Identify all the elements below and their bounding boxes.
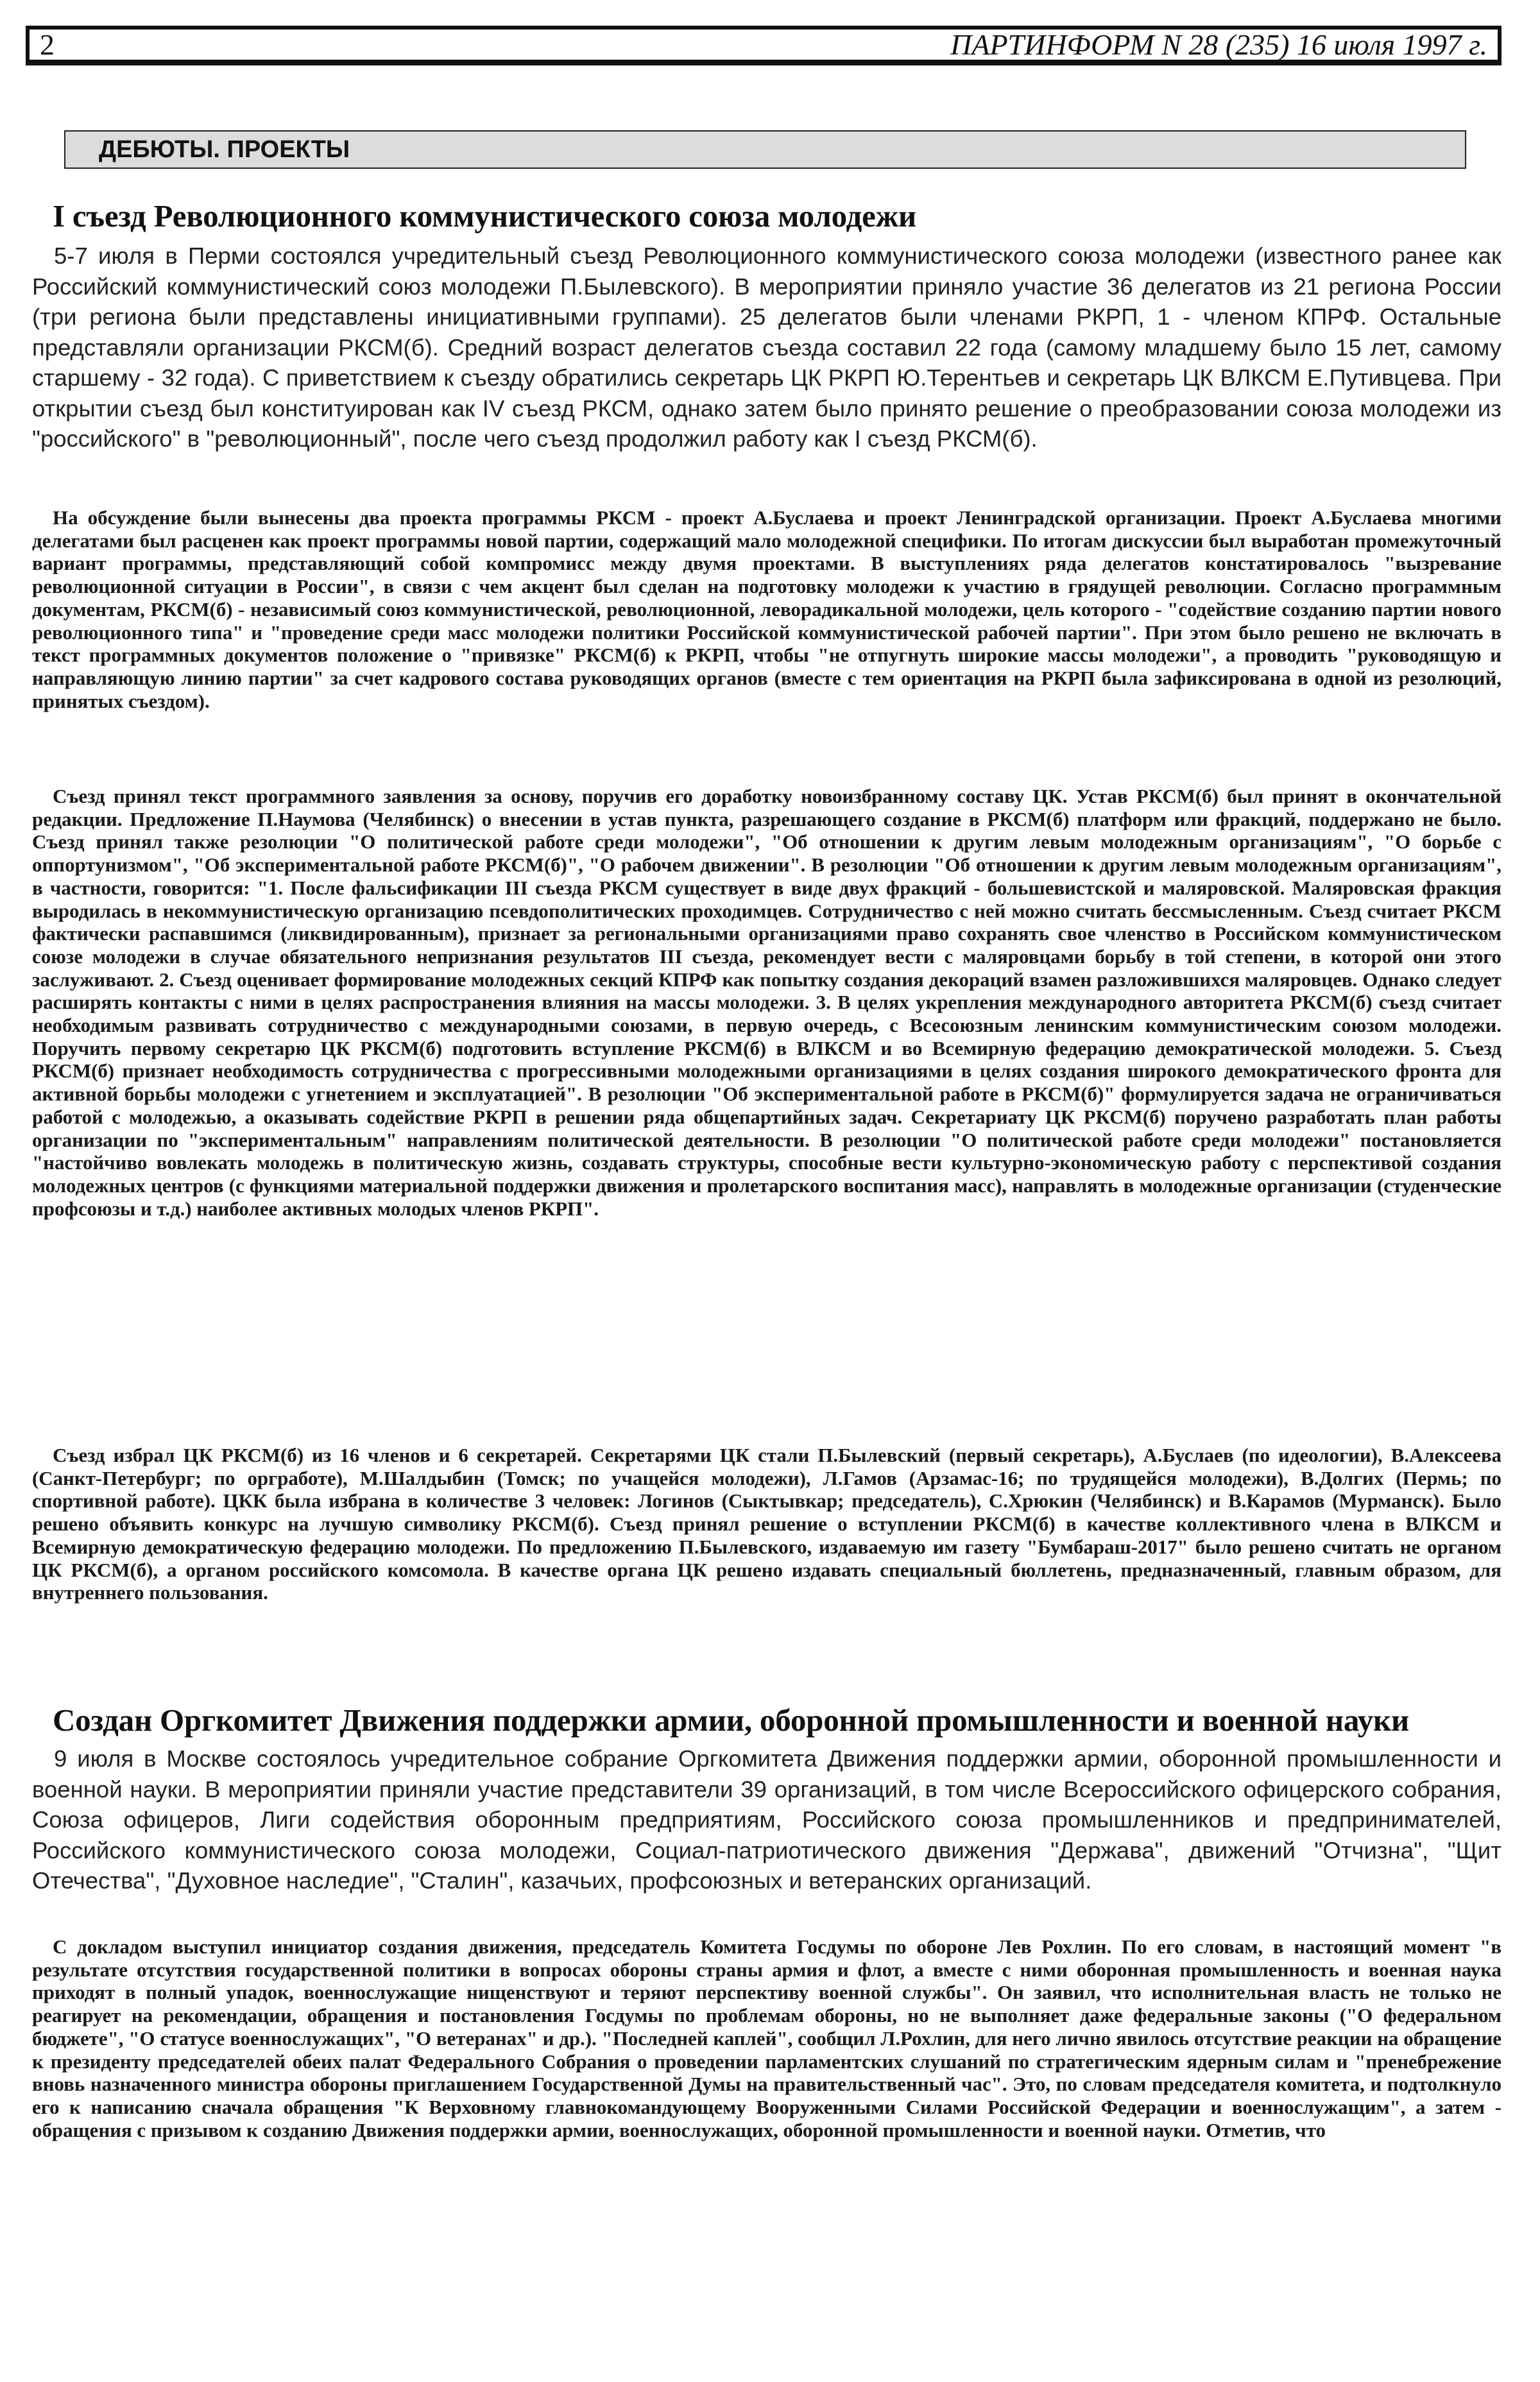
article-paragraph: Съезд избрал ЦК РКСМ(б) из 16 членов и 6 секретарей. Секретарями ЦК стали П.Былевский (первый секретарь), А.Буслаев (по идеологии), В.Алексеева (Санкт-Петербург; по оргработе), М.Шалдыбин (Томск; по учащейся молодежи), Л.Гамов (Арзамас-16; по трудящейся молодежи), В.Долгих (Пермь; по спортивной работе). ЦКК была избрана в количестве 3 человек: Логинов (Сыктывкар; председатель), С.Хрюкин (Челябинск) и В.Карамов (Мурманск). Было решено объявить конкурс на лучшую символику РКСМ(б). Съезд принял решение о вступлении РКСМ(б) в качестве коллективного члена в ВЛКСМ и Всемирную демократическую федерацию молодежи. По предложению П.Былевского, издаваемую им газету "Бумбараш-2017" было решено считать не органом ЦК РКСМ(б), а органом российского комсомола. В качестве органа ЦК решено издавать специальный бюллетень, предназначенный, главным образом, для внутреннего пользования. [32, 1444, 1502, 1604]
article-title: Создан Оргкомитет Движения поддержки армии, оборонной промышленности и военной науки [53, 1702, 1410, 1738]
article-paragraph: С докладом выступил инициатор создания движения, председатель Комитета Госдумы по обороне Лев Рохлин. По его словам, в настоящий момент "в результате отсутствия государственной политики в вопросах обороны страны армия и флот, а вместе с ними оборонная промышленность и военная наука приходят в полный упадок, военнослужащие нищенствуют и теряют перспективу военной службы". Он заявил, что исполнительная власть не только не реагирует на рекомендации, обращения и постановления Госдумы по проблемам обороны, но не выполняет даже федеральные законы ("О федеральном бюджете", "О статусе военнослужащих", "О ветеранах" и др.). "Последней каплей", сообщил Л.Рохлин, для него лично явилось отсутствие реакции на обращение к президенту председателей обеих палат Федерального Собрания о проведении парламентских слушаний по стратегическим ядерным силам и "пренебрежение вновь назначенного министра обороны приглашением Государственной Думы на правительственный час". Это, по словам председателя комитета, и подтолкнуло его к написанию сначала обращения "К Верховному главнокомандующему Вооруженными Силами Российской Федерации и военнослужащим", а затем - обращения с призывом к созданию Движения поддержки армии, военнослужащих, оборонной промышленности и военной науки. Отметив, что [32, 1935, 1502, 2141]
article-paragraph: На обсуждение были вынесены два проекта программы РКСМ - проект А.Буслаева и проект Ленинградской организации. Проект А.Буслаева многими делегатами был расценен как проект программы новой партии, содержащий мало молодежной специфики. По итогам дискуссии был выработан промежуточный вариант программы, представляющий собой компромисс между двумя проектами. В выступлениях ряда делегатов констатировалось "вызревание революционной ситуации в России", в связи с чем акцент был сделан на подготовку молодежи к участию в грядущей революции. Согласно программным документам, РКСМ(б) - независимый союз коммунистической, революционной, леворадикальной молодежи, цель которого - "содействие созданию партии нового революционного типа" и "проведение среди масс молодежи политики Российской коммунистической рабочей партии". При этом было решено не включать в текст программных документов положение о "привязке" РКСМ(б) к РКРП, чтобы "не отпугнуть широкие массы молодежи", а проводить "руководящую и направляющую линию партии" за счет кадрового состава руководящих органов (вместе с тем ориентация на РКРП была зафиксирована в одной из резолюций, принятых съездом). [32, 506, 1502, 712]
publication-line: ПАРТИНФОРМ N 28 (235) 16 июля 1997 г. [950, 28, 1487, 61]
article-title: I съезд Революционного коммунистического союза молодежи [53, 198, 916, 234]
article-lead: 5-7 июля в Перми состоялся учредительный съезд Революционного коммунистического союза молодежи (известного ранее как Российский коммунистический союз молодежи П.Былевского). В мероприятии приняло участие 36 делегатов из 21 региона России (три региона были представлены инициативными группами). 25 делегатов были членами РКРП, 1 - членом КПРФ. Остальные представляли организации РКСМ(б). Средний возраст делегатов съезда составил 22 года (самому младшему было 15 лет, самому старшему - 32 года). С приветствием к съезду обратились секретарь ЦК РКРП Ю.Терентьев и секретарь ЦК ВЛКСМ Е.Путивцева. При открытии съезд был конституирован как IV съезд РКСМ, однако затем было принято решение о преобразовании союза молодежи из "российского" в "революционный", после чего съезд продолжил работу как I съезд РКСМ(б). [32, 243, 1502, 452]
page-number: 2 [40, 28, 55, 61]
article-paragraph: Съезд принял текст программного заявления за основу, поручив его доработку новоизбранному составу ЦК. Устав РКСМ(б) был принят в окончательной редакции. Предложение П.Наумова (Челябинск) о внесении в устав пункта, разрешающего создание в РКСМ(б) платформ или фракций, поддержано не было. Съезд принял также резолюции "О политической работе среди молодежи", "Об отношении к другим левым молодежным организациям", "О борьбе с оппортунизмом", "Об экспериментальной работе РКСМ(б)", "О рабочем движении". В резолюции "Об отношении к другим левым молодежным организациям", в частности, говорится: "1. После фальсификации III съезда РКСМ существует в виде двух фракций - большевистской и маляровской. Маляровская фракция выродилась в некоммунистическую организацию псевдополитических проходимцев. Сотрудничество с ней можно считать бессмысленным. Съезд считает РКСМ фактически распавшимся (ликвидированным), признает за региональными организациями право сохранять свое членство в Российском коммунистическом союзе молодежи в случае обязательного непризнания результатов III съезда, рекомендует вести с маляровцами борьбу в той степени, в которой они этого заслуживают. 2. Съезд оценивает формирование молодежных секций КПРФ как попытку создания декораций взамен разложившихся маляровцев. Однако следует расширять контакты с ними в целях распространения влияния на массы молодежи. 3. В целях укрепления международного авторитета РКСМ(б) съезд считает необходимым развивать сотрудничество с международными союзами, в первую очередь, с Всесоюзным ленинским коммунистическим союзом молодежи. Поручить первому секретарю ЦК РКСМ(б) подготовить вступление РКСМ(б) в ВЛКСМ и во Всемирную федерацию демократической молодежи. 5. Съезд РКСМ(б) признает необходимость сотрудничества с прогрессивными молодежными организациями в целях создания широкого демократического фронта для активной борьбы молодежи с угнетением и эксплуатацией". В резолюции "Об экспериментальной работе в РКСМ(б)" формулируется задача не ограничиваться работой с молодежью, а оказывать содействие РКРП в решении ряда общепартийных задач. Секретариату ЦК РКСМ(б) поручено разработать план работы организации по "экспериментальным" направлениям политической деятельности. В резолюции "О политической работе среди молодежи" постановляется "настойчиво вовлекать молодежь в политическую жизнь, создавать структуры, способные вести культурно-экономическую работу с перспективой создания молодежных центров (с функциями материальной поддержки движения и пролетарского воспитания масс), направлять в молодежные организации (студенческие профсоюзы и т.д.) наиболее активных молодых членов РКРП". [32, 785, 1502, 1220]
article-lead: 9 июля в Москве состоялось учредительное собрание Оргкомитета Движения поддержки армии, оборонной промышленности и военной науки. В мероприятии приняли участие представители 39 организаций, в том числе Всероссийского офицерского собрания, Союза офицеров, Лиги содействия оборонным предприятиям, Российского союза промышленников и предпринимателей, Российского коммунистического союза молодежи, Социал-патриотического движения "Держава", движений "Отчизна", "Щит Отечества", "Духовное наследие", "Сталин", казачьих, профсоюзных и ветеранских организаций. [32, 1745, 1502, 1894]
page-header [26, 26, 1502, 65]
section-label: ДЕБЮТЫ. ПРОЕКТЫ [64, 130, 1466, 169]
